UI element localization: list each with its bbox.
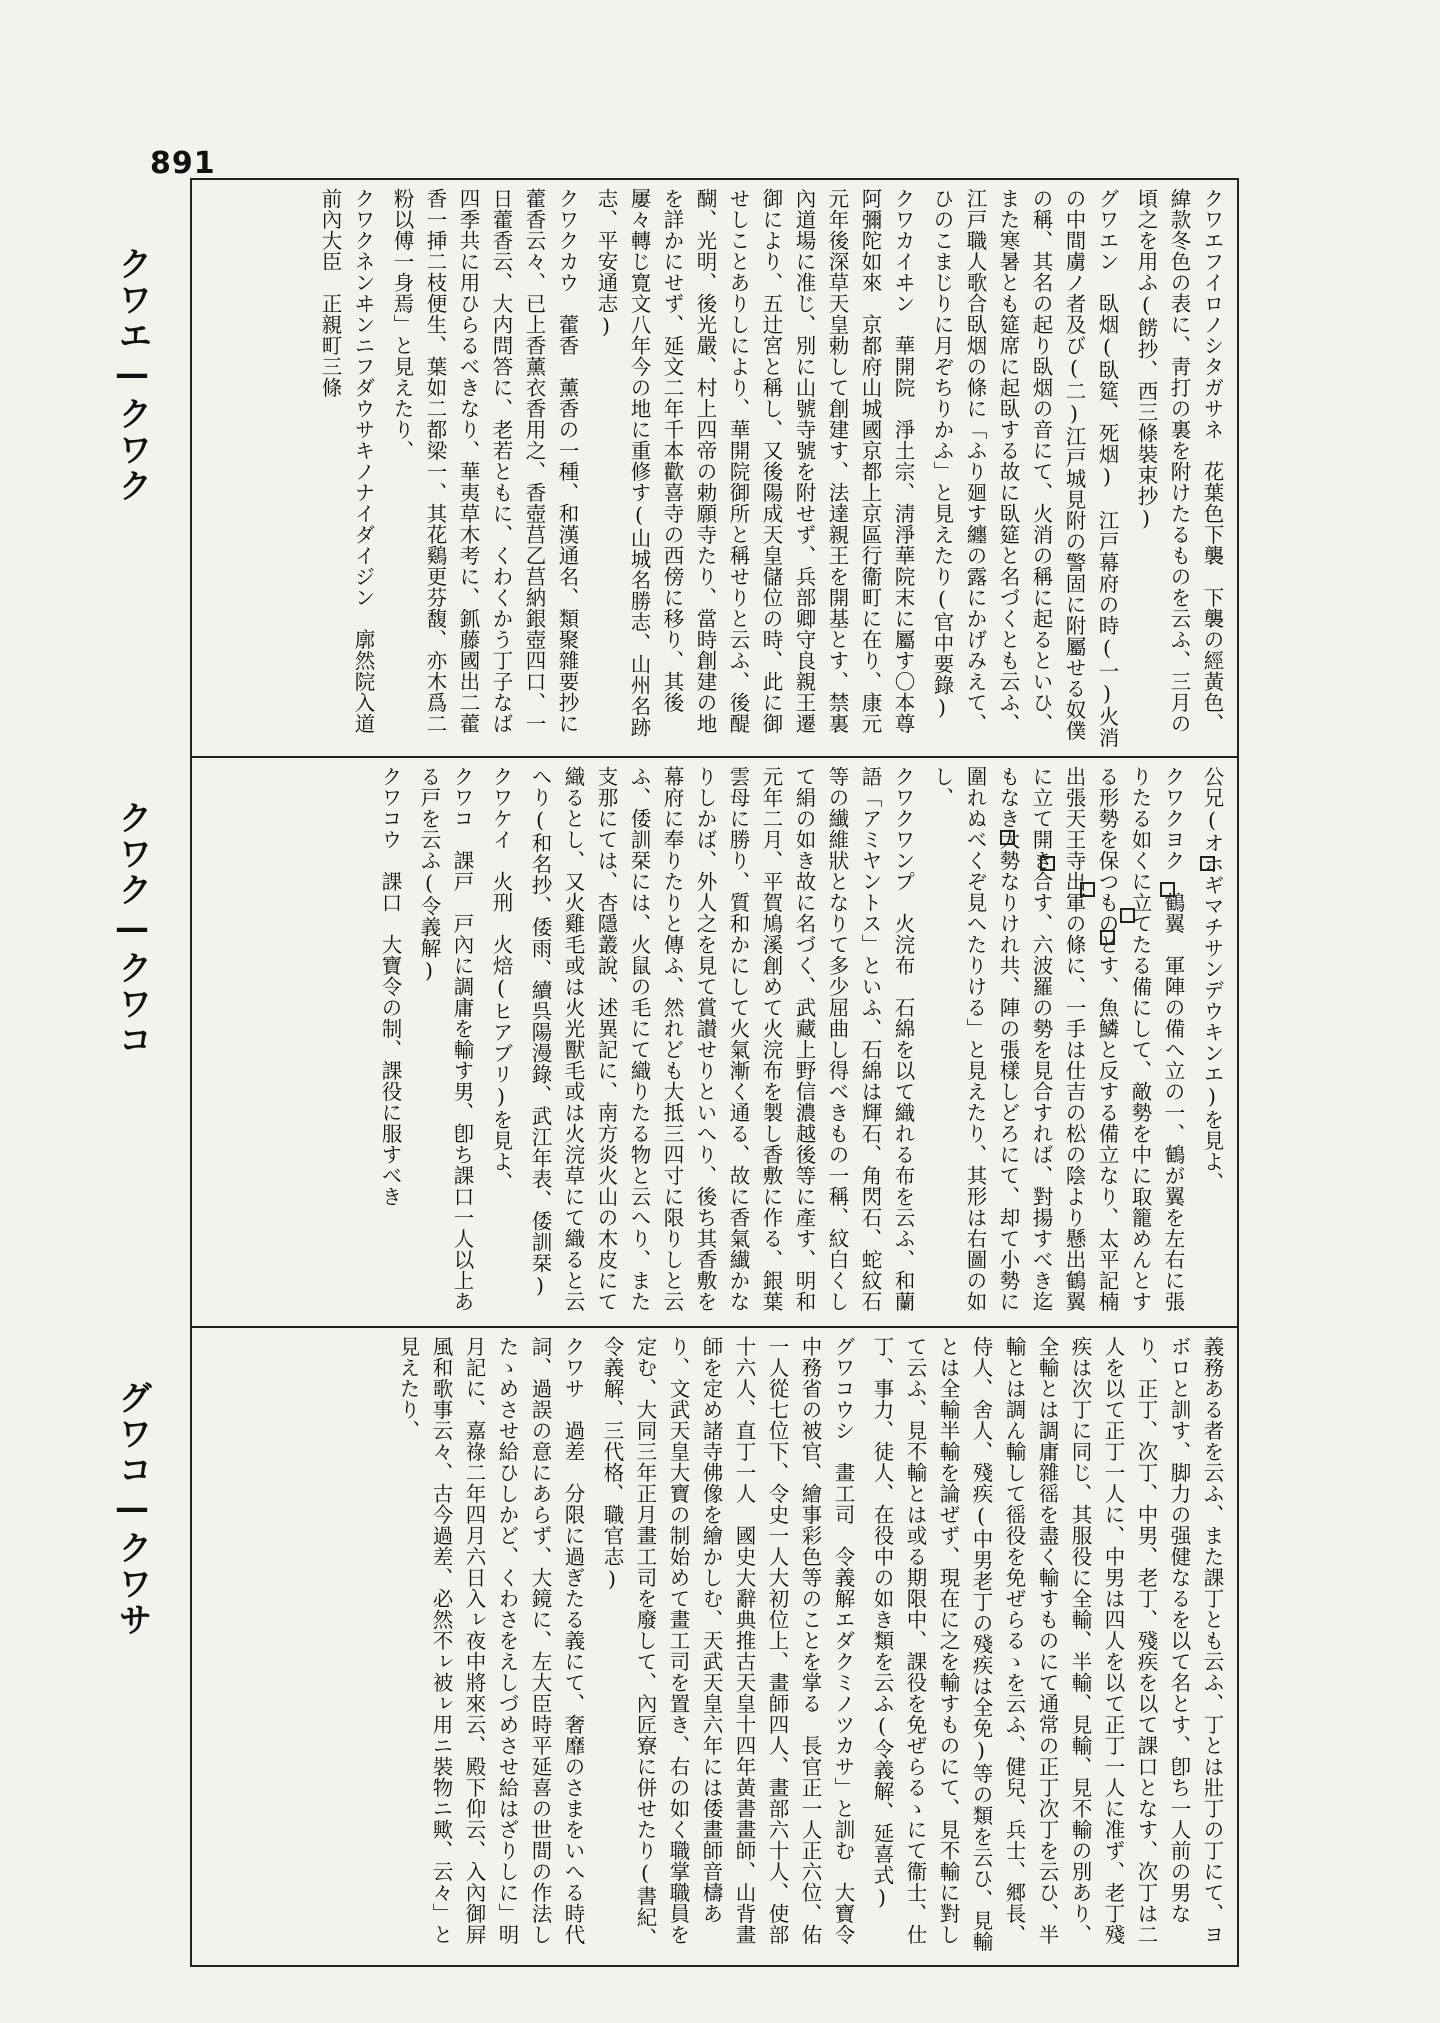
entry-kwakaiin: クワカイヰン 華開院 淨土宗、淸淨華院末に屬す〇本尊阿彌陀如來 京都府山城國京都上京區行衞町に在り、康元元年後深草天皇勅して創建す、法達親王を開基とす、禁裏內道場に准じ、別に山號寺號を附せず、兵部卿守良親王遷御により、五辻宮と稱し、又後陽成天皇儲位の時、此に御せしことありしにより、華開院御所と稱せりと云ふ、後醍醐、光明、後光嚴、村上四帝の勅願寺たり、當時創建の地を詳かにせず、延文二年千本歡喜寺の西傍に移り、其後屢々轉じ寛文八年今の地に重修す(山城名勝志、山州名跡志、平安通志) [594, 188, 915, 738]
entry-kwakei: クワケイ 火刑 火焙(ヒアブリ)を見よ、 [489, 766, 513, 1193]
section-divider-lower [190, 1326, 1237, 1328]
entry-kwakukau: クワクカウ 藿香 薰香の一種、和漢通名、類聚雜要抄に藿香云々、已上香薰衣香用之、香壺莒乙莒納銀壺四口、一日藿香云、大内問答に、老若ともに、くわくかう丁子なば四季共に用ひらるべきなり、華夷草木考に、釽藤國出二藿香一挿二枝便生、葉如二都梁一、其花鷄更芬馥、亦木爲二粉以傅一身焉」と見えたり、 [390, 188, 579, 734]
crane-wing-diagram [1000, 830, 1220, 960]
diagram-unit [1000, 830, 1015, 845]
middle-lead: 公兄(オホギマチサンデウキンエ)を見よ、 [1200, 766, 1224, 1193]
entry-kwakou-cont: 義務ある者を云ふ、また課丁とも云ふ、丁とは壯丁の丁にて、ヨボロと訓す、脚力の强健なるを以て名とす、卽ち一人前の男なり、正丁、次丁、中男、老丁、殘疾を以て課口となす、次丁は二人を以て正丁一人に、中男は四人を以て正丁一人に准ず、老丁殘疾は次丁に同じ、其服役に全輸、半輸、見輸、見不輸の別あり、全輸とは調庸雜徭を盡く輸すものにて通常の正丁次丁を云ひ、半輸とは調ん輸して徭役を免ぜらるゝを云ふ、健兒、兵士、郷長、侍人、舍人、殘疾(中男老丁の殘疾は全免)等の類を云ひ、見輸とは全輸半輸を論ぜず、現在に之を輸すものにて、見不輸に對して云ふ、見不輸とは或る期限中、課役を免ぜらるゝにて衞士、仕丁、事力、徒人、在役中の如き類を云ふ(令義解、延喜式) [870, 1336, 1224, 1952]
entry-kwakuyoku: クワクヨク 鶴翼 軍陣の備へ立の一、鶴が翼を左右に張りたる如くに立てたる備にして、敵勢を中に取籠めんとする形勢を保つものとす、魚鱗と反する備立なり、太平記楠出張天王寺出軍の條に、一手は仕吉の松の陰より懸出鶴翼に立て開き合す、六波羅の勢を見合すれば、對揚すべき迄もなき大勢なりけれ共、陣の張樣しどろにて、却て小勢に圍れぬべくぞ見へたりける」と見えたり、其形は右圖の如し、 [930, 766, 1185, 1312]
running-head-middle: クワク—クワコ [112, 800, 152, 1058]
entry-gwakoushi: グワコウシ 畫工司 令義解エダクミノツカサ」と訓む 大寶令中務省の被官、繪事彩色等のことを掌る 長官正一人正六位、佑一人從七位下、令史一人大初位上、畫師四人、畫部六十人、使部十六人、直丁一人 國史大辭典推古天皇十四年黃書畫師、山背畫師を定め諸寺佛像を繪かしむ、天武天皇六年には倭畫師音檮あり、文武天皇大寶の制始めて畫工司を置き、右の如く職掌職員を定む、大同三年正月畫工司を廢して、內匠寮に併せたり(書紀、令義解、三代格、職官志) [600, 1336, 855, 1949]
entry-kwakou: クワコウ 課口 大寶令の制、課役に服すべき [378, 766, 402, 1207]
diagram-unit [1100, 930, 1115, 945]
bottom-section [196, 1336, 1228, 1956]
page-number: 891 [150, 146, 216, 181]
entry-gwaen: グワエン 臥烟(臥筵、死烟) 江戸幕府の時(一)火消の中間虜ノ者及び(二)江戸城見附の警固に附屬せる奴僕の稱、其名の起り臥烟の音にて、火消の稱に起るといひ、また寒暑とも筵席に起臥する故に臥筵と名づくとも云ふ、江戸職人歌合臥烟の條に「ふり廻す纏の露にかげみえて、ひのこまじりに月ぞちりかふ」と見えたり(官中要錄) [930, 188, 1119, 748]
running-head-top: クワエ—クワク [112, 246, 152, 504]
diagram-unit [1200, 856, 1215, 871]
entry-kwaefuiro: クワエフイロノシタガサネ 花葉色下襲 下襲の經黃色、緯款冬色の表に、靑打の裏を附けたるものを云ふ、三月の頃之を用ふ(餝抄、西三條裝束抄) [1134, 188, 1224, 734]
section-divider-upper [190, 756, 1237, 758]
diagram-unit [1040, 856, 1055, 871]
diagram-unit [1080, 882, 1095, 897]
diagram-unit [1160, 882, 1175, 897]
top-section [196, 188, 1228, 748]
entry-kwakwanpu: クワクワンプ 火浣布 石綿を以て織れる布を云ふ、和蘭語「アミヤントス」といふ、石綿は輝石、角閃石、蛇紋石等の纎維狀となりて多少屈曲し得べきもの一稱、紋白くして絹の如き故に名づく、武藏上野信濃越後等に產す、明和元年二月、平賀鳩溪創めて火浣布を製し香敷に作る、銀葉雲母に勝り、質和かにして火氣漸く通る、故に香氣纎かなりしかば、外人之を見て賞讃せりといへり、後ち其香敷を幕府に奉りたりと傳ふ、然れども大抵三四寸に限りしと云ふ、倭訓栞には、火鼠の毛にて織りたる物と云へり、また支那にては、杏隱叢說、述異記に、南方炎火山の木皮にて織るとし、又火雞毛或は火光獸毛或は火浣草にて織ると云へり(和名抄、倭雨、續呉陽漫錄、武江年表、倭訓栞) [528, 766, 915, 1312]
diagram-unit [1120, 908, 1135, 923]
running-head-bottom: グワコ—クワサ [112, 1380, 152, 1638]
entry-kwakunenin: クワクネンヰンニフダウサキノナイダイジン 廓然院入道前內大臣 正親町三條 [318, 188, 375, 734]
entry-kwasa: クワサ 過差 分限に過ぎたる義にて、奢靡のさまをいへる時代詞、過誤の意にあらず、大鏡に、左大臣時平延喜の世間の作法したゝめさせ給ひしかど、くわさをえしづめさせ給はざりしに」明月記に、嘉祿二年四月六日入ㇾ夜中將來云、殿下仰云、入內御屛風和歌事云々、古今過差、必然不ㇾ被ㇾ用ニ裝物ニ歟、云々」と見えたり、 [396, 1336, 585, 1945]
entry-kwako: クワコ 課戸 戸內に調庸を輸す男、卽ち課口一人以上ある戸を云ふ(令義解) [417, 766, 474, 1312]
